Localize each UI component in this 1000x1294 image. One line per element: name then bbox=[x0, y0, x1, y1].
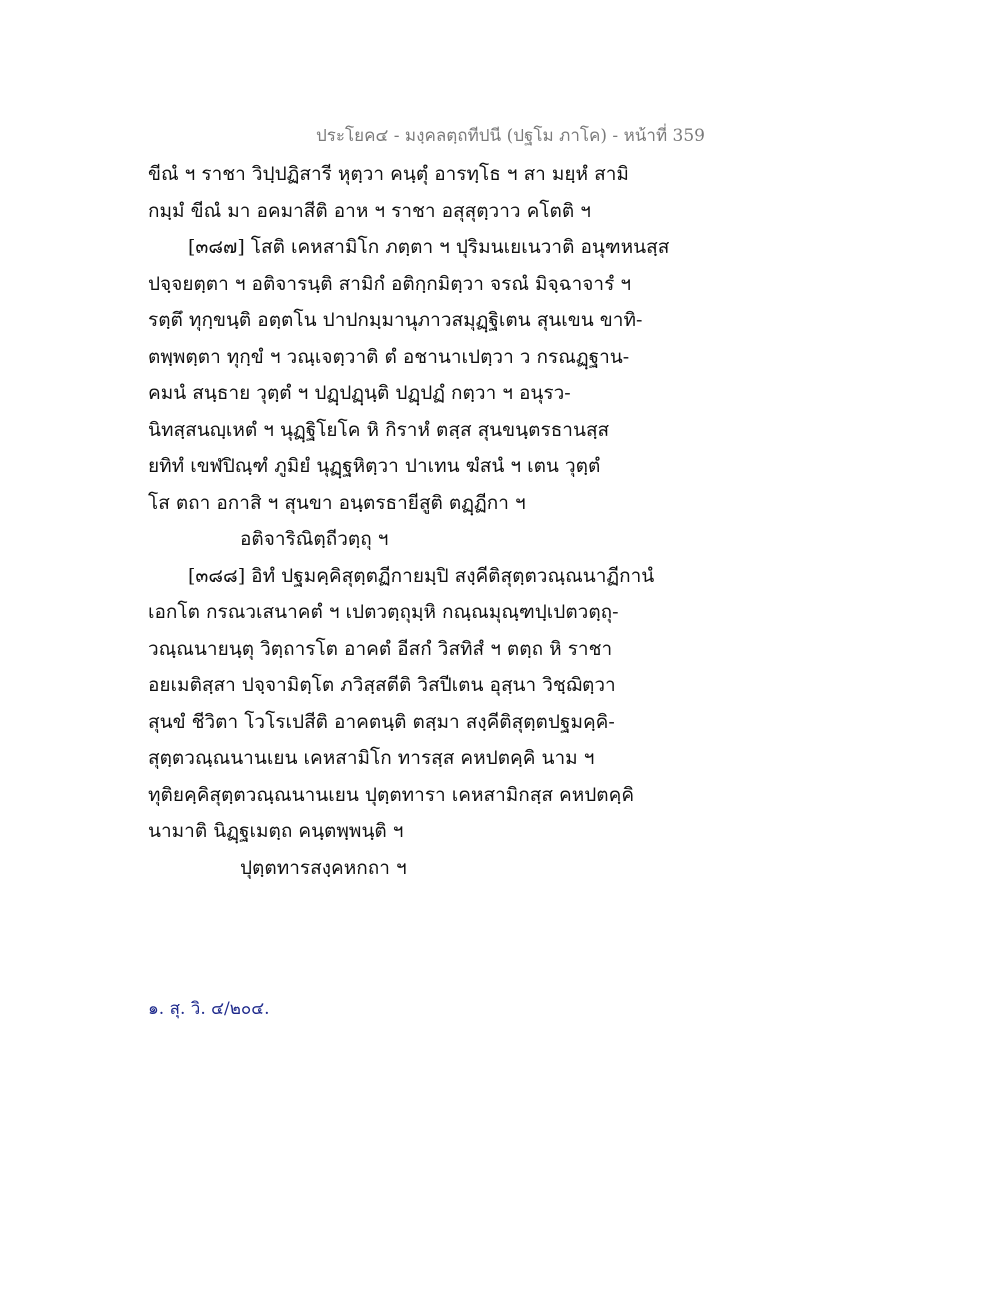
text-line: คมนํ สนฺธาย วุตฺตํ ฯ ปฏฺปฏฺนฺติ ปฏฺปฏํ กตฺวา ฯ อนุรว- bbox=[148, 382, 571, 404]
text-line: สุตฺตวณฺณนานเยน เคหสามิโก ทารสฺส คหปตคฺคิ นาม ฯ bbox=[148, 747, 595, 769]
text-line: นิทสฺสนญฺเหตํ ฯ นุฏฺฐิโยโค หิ กิราหํ ตสฺส สุนขนฺตรธานสฺส bbox=[148, 418, 610, 441]
paragraph-387-start: [๓๘๗] โสติ เคหสามิโก ภตฺตา ฯ ปุริมนเยเนวาติ อนุฑหนสฺส bbox=[188, 236, 670, 258]
text-line: ยทิทํ เขฬปิณฺฑํ ภูมิยํ นุฏฺฐหิตฺวา ปาเทน ฆํสนํ ฯ เตน วุตฺตํ bbox=[148, 455, 601, 477]
paragraph-388-start: [๓๘๘] อิทํ ปฐมคฺคิสุตฺตฏีกายมฺปิ สงฺคีติสุตฺตวณฺณนาฏีกานํ bbox=[188, 564, 655, 587]
text-line: อยเมติสฺสา ปจฺจามิตฺโต ภวิสฺสตีติ วิสปีเตน อุสฺนา วิชฺฌิตฺวา bbox=[148, 674, 616, 696]
text-line: ปจฺจยตฺตา ฯ อติจารนฺติ สามิกํ อติกฺกมิตฺวา จรณํ มิจฺฉาจารํ ฯ bbox=[148, 272, 631, 295]
text-line: รตฺตึ ทุกฺขนฺติ อตฺตโน ปาปกมฺมานุภาวสมุฏฺฐิเตน สุนเขน ขาทิ- bbox=[148, 309, 643, 331]
section-end-title: ปุตฺตทารสงฺคหกถา ฯ bbox=[240, 856, 407, 879]
body-text bbox=[148, 156, 708, 886]
text-line: โส ตถา อกาสิ ฯ สุนขา อนฺตรธายีสูติ ตฏฺฏีกา ฯ bbox=[148, 491, 526, 514]
text-line: ตพฺพตฺตา ทุกฺขํ ฯ วณฺเจตฺวาติ ตํ อชานาเปตฺวา ว กรณฏฺฐาน- bbox=[148, 345, 630, 368]
text-line: สุนขํ ชีวิตา โวโรเปสีติ อาคตนฺติ ตสฺมา สงฺคีติสุตฺตปฐมคฺคิ- bbox=[148, 710, 615, 733]
text-line: ขีณํ ฯ ราชา วิปฺปฏิสารี หุตฺวา คนฺตุํ อารทฺโธ ฯ สา มยฺหํ สามิ bbox=[148, 163, 629, 185]
text-line: ทุติยคฺคิสุตฺตวณฺณนานเยน ปุตฺตทารา เคหสามิกสฺส คหปตคฺคิ bbox=[148, 783, 635, 806]
footnote: ๑. สุ. วิ. ๔/๒๐๔. bbox=[148, 999, 270, 1019]
text-line: กมฺมํ ขีณํ มา อคมาสีติ อาห ฯ ราชา อสุสุตฺวาว คโตติ ฯ bbox=[148, 199, 591, 222]
text-line: เอกโต กรณวเสนาคตํ ฯ เปตวตฺถุมฺหิ กณฺณมุณฺฑปฺเปตวตฺถุ- bbox=[148, 601, 619, 623]
page-header: ประโยค๔ - มงฺคลตฺถทีปนี (ปฐโม ภาโค) - หน้าที่ 359 bbox=[316, 126, 705, 146]
story-title: อติจาริณิตฺถีวตฺถุ ฯ bbox=[240, 528, 389, 550]
text-line: นามาติ นิฏฺฐเมตฺถ คนฺตพฺพนฺติ ฯ bbox=[148, 820, 404, 842]
text-line: วณฺณนายนฺตุ วิตฺถารโต อาคตํ อีสกํ วิสทิสํ ฯ ตตฺถ หิ ราชา bbox=[148, 637, 613, 660]
